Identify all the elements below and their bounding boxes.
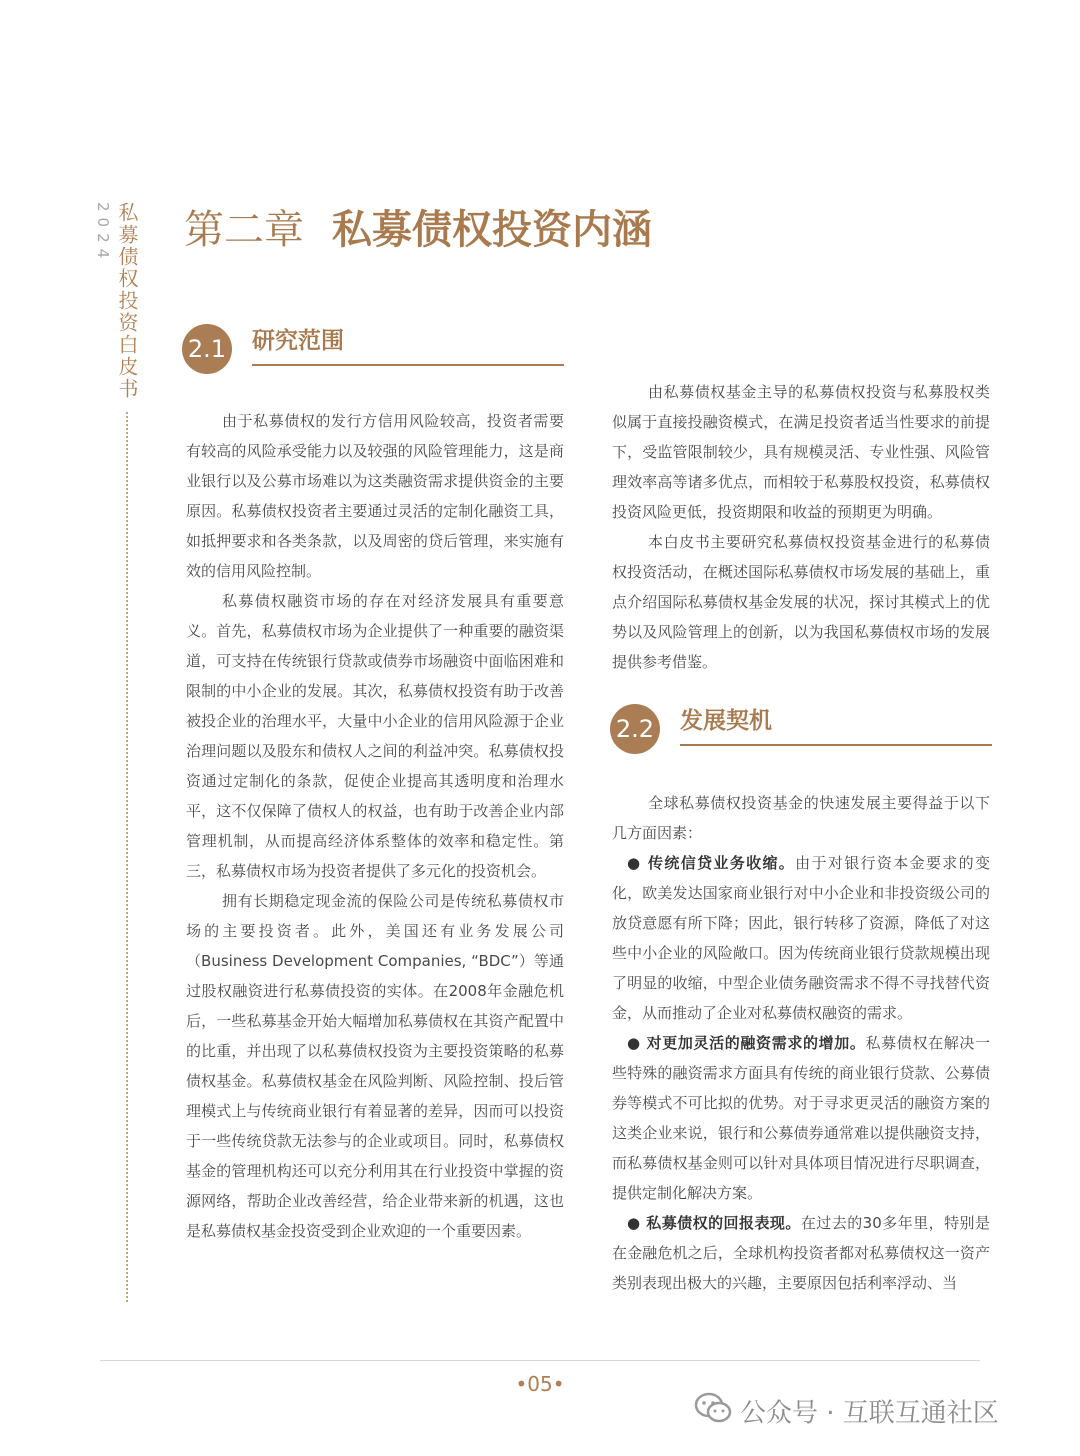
bullet-item <box>612 848 990 1028</box>
bullet-item <box>612 1028 990 1208</box>
section-title: 发展契机 <box>680 708 772 734</box>
page-number: •05• <box>515 1372 565 1396</box>
paragraph: 本白皮书主要研究私募债权投资基金进行的私募债权投资活动，在概述国际私募债权市场发展的基础上，重点介绍国际私募债权基金发展的状况，探讨其模式上的优势以及风险管理上的创新，以为我国私募债权市场的发展提供参考借鉴。 <box>612 533 990 671</box>
section-badge: 2.1 <box>182 324 232 374</box>
bullet-body: 由于对银行资本金要求的变化，欧美发达国家商业银行对中小企业和非投资级公司的放贷意愿有所下降；因此，银行转移了资源，降低了对这些中小企业的风险敞口。因为传统商业银行贷款规模出现了明显的收缩，中型企业债务融资需求不得不寻找替代资金，从而推动了企业对私募债权融资的需求。 <box>612 854 990 1022</box>
watermark <box>694 1392 999 1432</box>
bullet-body: 私募债权在解决一些特殊的融资需求方面具有传统的商业银行贷款、公募债券等模式不可比拟的优势。对于寻求更灵活的融资方案的这类企业来说，银行和公募债券通常难以提供融资支持，而私募债权基金则可以针对具体项目情况进行尽职调查，提供定制化解决方案。 <box>612 1034 990 1202</box>
bullet-item <box>612 1208 990 1298</box>
sidebar-book-title: 私募债权投资白皮书 <box>115 202 139 400</box>
paragraph: 全球私募债权投资基金的快速发展主要得益于以下几方面因素： <box>612 794 990 842</box>
bullet-heading: ● 对更加灵活的融资需求的增加。 <box>627 1034 866 1052</box>
bullet-heading: ● 私募债权的回报表现。 <box>627 1214 801 1232</box>
chapter-heading <box>184 200 652 260</box>
footer-rule <box>100 1360 980 1361</box>
right-column-top <box>612 377 990 677</box>
chapter-title: 私募债权投资内涵 <box>332 207 652 253</box>
sidebar-year: 2024 <box>94 202 112 265</box>
section-rule <box>252 364 564 366</box>
left-column <box>186 406 564 1246</box>
paragraph: 由私募债权基金主导的私募债权投资与私募股权类似属于直接投融资模式，在满足投资者适当性要求的前提下，受监管限制较少，具有规模灵活、专业性强、风险管理效率高等诸多优点，而相较于私募股权投资，私募债权投资风险更低，投资期限和收益的预期更为明确。 <box>612 383 990 521</box>
bullet-heading: ● 传统信贷业务收缩。 <box>627 854 796 872</box>
right-column-bottom <box>612 788 990 1298</box>
section-badge: 2.2 <box>610 704 660 754</box>
paragraph: 由于私募债权的发行方信用风险较高，投资者需要有较高的风险承受能力以及较强的风险管理能力，这是商业银行以及公募市场难以为这类融资需求提供资金的主要原因。私募债权投资者主要通过灵活的定制化融资工具，如抵押要求和各类条款，以及周密的贷后管理，来实施有效的信用风险控制。 <box>186 412 564 580</box>
watermark-text: 公众号 · 互联互通社区 <box>740 1398 999 1429</box>
paragraph: 拥有长期稳定现金流的保险公司是传统私募债权市场的主要投资者。此外，美国还有业务发展公司（Business Development Companies, “BDC”）等通过股权融资进行私募债投资的实体。在2008年金融危机后，一些私募基金开始大幅增加私募债权在其资产配置中的比重，并出现了以私募债权投资为主要投资策略的私募债权基金。私募债权基金在风险判断、风险控制、投后管理模式上与传统商业银行有着显著的差异，因而可以投资于一些传统贷款无法参与的企业或项目。同时，私募债权基金的管理机构还可以充分利用其在行业投资中掌握的资源网络，帮助企业改善经营，给企业带来新的机遇，这也是私募债权基金投资受到企业欢迎的一个重要因素。 <box>186 892 564 1240</box>
paragraph: 私募债权融资市场的存在对经济发展具有重要意义。首先，私募债权市场为企业提供了一种重要的融资渠道，可支持在传统银行贷款或债券市场融资中面临困难和限制的中小企业的发展。其次，私募债权投资有助于改善被投企业的治理水平，大量中小企业的信用风险源于企业治理问题以及股东和债权人之间的利益冲突。私募债权投资通过定制化的条款，促使企业提高其透明度和治理水平，这不仅保障了债权人的权益，也有助于改善企业内部管理机制，从而提高经济体系整体的效率和稳定性。第三，私募债权市场为投资者提供了多元化的投资机会。 <box>186 592 564 880</box>
section-title: 研究范围 <box>252 328 344 354</box>
bullet-body: 在过去的30多年里，特别是在金融危机之后，全球机构投资者都对私募债权这一资产类别表现出极大的兴趣，主要原因包括利率浮动、当 <box>612 1214 990 1292</box>
wechat-icon <box>694 1392 732 1436</box>
chapter-number: 第二章 <box>184 207 304 253</box>
section-rule <box>680 744 992 746</box>
sidebar-dotted-divider <box>126 412 128 1302</box>
